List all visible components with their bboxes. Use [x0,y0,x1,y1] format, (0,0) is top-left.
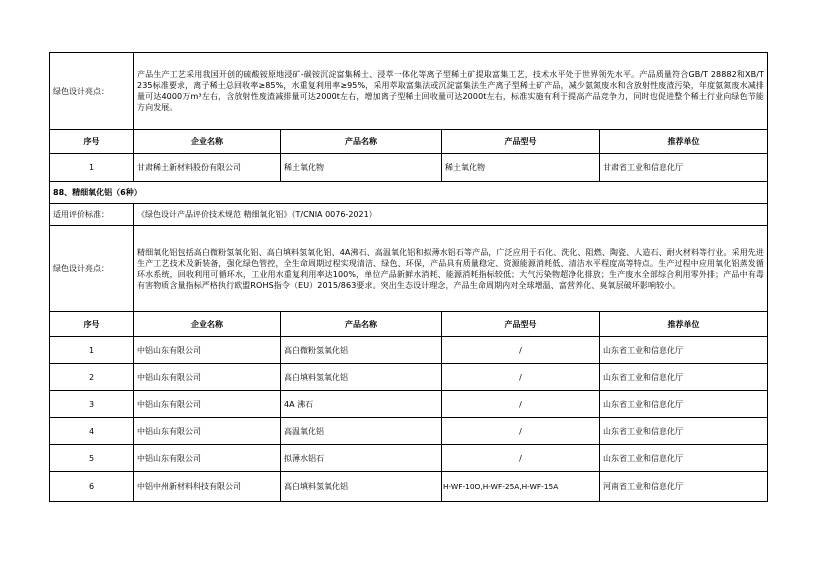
section-title: 88、精细氧化铝（6种） [50,182,768,204]
table-row [50,445,768,472]
row-no: 6 [50,472,134,502]
header-recommender: 推荐单位 [600,312,768,337]
row-product: 高温氧化铝 [281,418,442,445]
row-recommender: 山东省工业和信息化厅 [600,445,768,472]
row-product: 4A 沸石 [281,391,442,418]
table-row [50,337,768,364]
header-product: 产品名称 [281,312,442,337]
row-product: 高白填料氢氧化铝 [281,472,442,502]
row-model: / [442,418,600,445]
row-recommender: 甘肃省工业和信息化厅 [600,154,768,182]
table-row [50,391,768,418]
header-product: 产品名称 [281,130,442,154]
row-product: 高白填料氢氧化铝 [281,364,442,391]
standard-text: 《绿色设计产品评价技术规范 精细氧化铝》（T/CNIA 0076-2021） [134,204,768,226]
row-model: / [442,445,600,472]
row-company: 甘肃稀土新材料股份有限公司 [134,154,281,182]
row-model: / [442,337,600,364]
header-company: 企业名称 [134,130,281,154]
row-company: 中铝山东有限公司 [134,337,281,364]
green-design-text: 精细氧化铝包括高白微粉氢氧化铝、高白填料氢氧化铝、4A沸石、高温氧化铝和拟薄水铝石等产品，广泛应用于石化、洗化、阻燃、陶瓷、人造石、耐火材料等行业。采用先进生产工艺技术及新装备，强化绿色管控，全生命周期过程实现清洁、绿色、环保，产品具有质量稳定、资源能源消耗低、清洁水平程度高等特点。生产过程中应用氧化铝蒸发循环水系统，回收利用可循环水，工业用水重复利用率达100%，单位产品新鲜水消耗、能源消耗指标较低；大气污染物超净化排放；生产废水全部综合利用零外排；产品中有毒有害物质含量指标严格执行欧盟ROHS指令（EU）2015/863要求。突出生态设计理念，产品生命周期内对全球增温、富营养化、臭氧层破坏影响较小。 [134,226,768,312]
header-recommender: 推荐单位 [600,130,768,154]
table-header-2 [50,312,768,337]
header-company: 企业名称 [134,312,281,337]
row-no: 3 [50,391,134,418]
table-row [50,154,768,182]
row-recommender: 河南省工业和信息化厅 [600,472,768,502]
row-model: 稀土氧化物 [442,154,600,182]
row-company: 中铝山东有限公司 [134,391,281,418]
row-recommender: 山东省工业和信息化厅 [600,391,768,418]
table-row [50,472,768,502]
row-model: / [442,391,600,418]
header-no: 序号 [50,130,134,154]
header-no: 序号 [50,312,134,337]
header-model: 产品型号 [442,130,600,154]
standard-label: 适用评价标准： [50,204,134,226]
standard-row [50,204,768,226]
row-company: 中铝山东有限公司 [134,364,281,391]
table-row [50,364,768,391]
row-product: 稀土氧化物 [281,154,442,182]
row-model: H-WF-10O,H-WF-25A,H-WF-15A [442,472,600,502]
row-no: 5 [50,445,134,472]
row-no: 1 [50,154,134,182]
table-header-1 [50,130,768,154]
row-recommender: 山东省工业和信息化厅 [600,364,768,391]
green-design-row-1 [50,53,768,130]
green-design-label: 绿色设计亮点： [50,53,134,130]
row-no: 2 [50,364,134,391]
row-product: 高白微粉氢氧化铝 [281,337,442,364]
row-model: / [442,364,600,391]
row-no: 4 [50,418,134,445]
green-design-row-2 [50,226,768,312]
green-design-text: 产品生产工艺采用我国开创的硫酸铵原地浸矿-碳铵沉淀富集稀土、浸萃一体化等离子型稀土矿提取富集工艺，技术水平处于世界领先水平。产品质量符合GB/T 28882和XB/T 235标准要求，离子稀土总回收率≥85%，水重复利用率≥95%，采用萃取富集法或沉淀富集法生产离子型稀土矿产品，减少氨氮废水和含放射性废渣污染，年度氨氮废水减排量可达4000万m³左右，含放射性废渣减排量可达2000t左右，增加离子型稀土回收量可达2000t左右，标准实施有利于提高产品竞争力，同时也促进整个稀土行业向绿色节能方向发展。 [134,53,768,130]
document-table [49,52,768,502]
table-row [50,418,768,445]
row-company: 中铝中州新材料科技有限公司 [134,472,281,502]
header-model: 产品型号 [442,312,600,337]
row-recommender: 山东省工业和信息化厅 [600,418,768,445]
row-product: 拟薄水铝石 [281,445,442,472]
row-recommender: 山东省工业和信息化厅 [600,337,768,364]
row-company: 中铝山东有限公司 [134,418,281,445]
green-design-label: 绿色设计亮点： [50,226,134,312]
row-no: 1 [50,337,134,364]
section-title-row [50,182,768,204]
row-company: 中铝山东有限公司 [134,445,281,472]
